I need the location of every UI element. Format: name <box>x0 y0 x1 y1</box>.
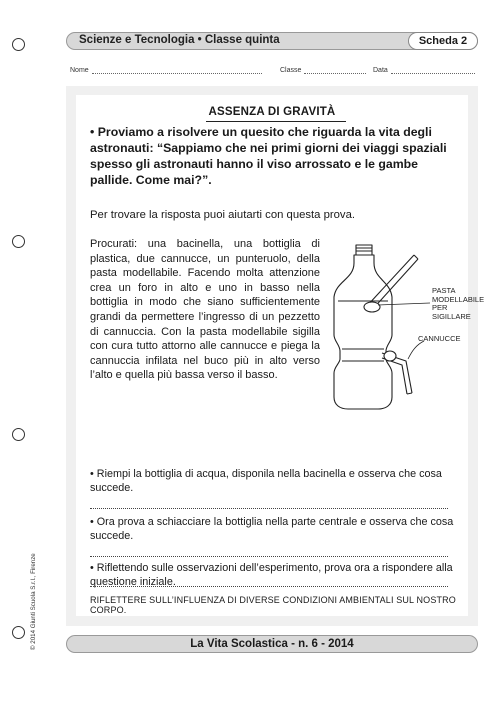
class-label: Classe <box>280 67 302 74</box>
label-pasta-modellabile: PASTA MODELLABILE PER SIGILLARE <box>432 286 485 321</box>
task-2: • Ora prova a schiacciare la bottiglia nella parte centrale e osserva che cosa succede. <box>90 516 454 543</box>
binder-hole-1 <box>12 38 25 51</box>
answer-line-1[interactable] <box>90 508 448 509</box>
task-1: • Riempi la bottiglia di acqua, disponila nella bacinella e osserva che cosa succede. <box>90 468 442 495</box>
worksheet-content <box>76 95 485 616</box>
class-field[interactable] <box>280 67 366 74</box>
bottle-illustration <box>316 241 466 411</box>
task-3: • Riflettendo sulle osservazioni dell’esperimento, prova ora a rispondere alla questione iniziale. <box>90 562 453 589</box>
worksheet-panel <box>66 86 485 626</box>
scheda-badge: Scheda 2 <box>408 32 478 50</box>
header-title: Scienze e Tecnologia • Classe quinta <box>79 34 280 46</box>
copyright-text: © 2014 Giunti Scuola S.r.l., Firenze <box>30 553 37 650</box>
bottle-diagram <box>316 241 485 411</box>
lead-text: Per trovare la risposta puoi aiutarti con questa prova. <box>90 209 355 221</box>
footer-bar: La Vita Scolastica - n. 6 - 2014 <box>66 635 478 653</box>
name-label: Nome <box>70 67 89 74</box>
intro-question: • Proviamo a risolvere un quesito che riguarda la vita degli astronauti: “Sappiamo che nei primi giorni dei viaggi spaziali spesso gli astronauti hanno il viso arrossato e le gambe pallide. Come mai?”. <box>90 125 447 187</box>
binder-hole-2 <box>12 235 25 248</box>
procedure-text: Procurati: una bacinella, una bottiglia di plastica, due cannucce, un punteruolo, della pasta modellabile. Facendo molta attenzione crea un foro in alto e uno in basso nella bottiglia in modo che siano sufficientemente grandi da permettere l’ingresso di un pezzetto di cannuccia. Con la pasta modellabile sigilla con cura tutto attorno alle cannucce e piega la cannuccia infilata nel buco più in alto verso l’alto e quella più bassa verso il basso. <box>90 238 320 382</box>
title-underline <box>206 121 346 122</box>
answer-line-2[interactable] <box>90 556 448 557</box>
binder-hole-3 <box>12 428 25 441</box>
binder-hole-4 <box>12 626 25 639</box>
name-field[interactable] <box>70 67 262 74</box>
header-bar <box>66 32 478 50</box>
label-cannucce: CANNUCCE <box>418 334 461 343</box>
footnote-instruction: RIFLETTERE SULL’INFLUENZA DI DIVERSE CONDIZIONI AMBIENTALI SUL NOSTRO CORPO. <box>90 595 456 615</box>
worksheet-title: ASSENZA DI GRAVITÀ <box>208 106 336 118</box>
answer-line-3[interactable] <box>90 586 448 587</box>
date-label: Data <box>373 67 388 74</box>
date-field[interactable] <box>373 67 475 74</box>
